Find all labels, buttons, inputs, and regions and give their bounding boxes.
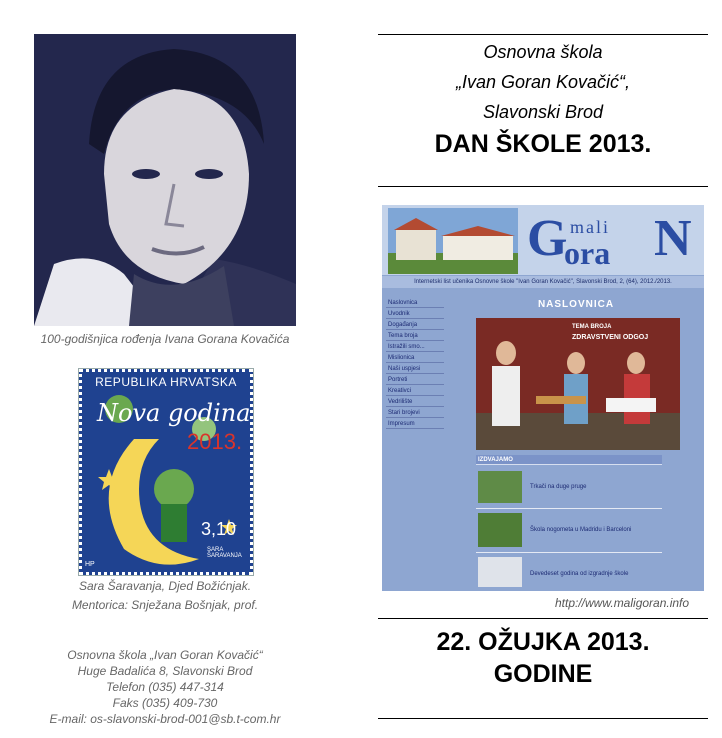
website-screenshot [382, 205, 704, 591]
menu-item-stari-brojevi[interactable]: Stari brojevi [386, 409, 444, 418]
menu-item-uvodnik[interactable]: Uvodnik [386, 310, 444, 319]
logo-ora: ora [564, 235, 611, 271]
stamp-caption-line1: Sara Šaravanja, Djed Božićnjak. [78, 579, 252, 593]
portrait-illustration [34, 34, 296, 326]
footer-godine: GODINE [493, 660, 593, 688]
logo-g: G [527, 210, 568, 267]
item-title-2[interactable]: Škola nogometa u Madridu i Barceloni [530, 527, 632, 533]
stamp-year: 2013. [187, 429, 243, 454]
site-banner [382, 205, 704, 275]
header-school-name: „Ivan Goran Kovačić“, [455, 72, 631, 92]
contact-fax: Faks (035) 409-730 [112, 696, 218, 710]
stamp-printer: HP [85, 561, 95, 568]
postage-stamp [79, 369, 253, 575]
section-heading: IZDVAJAMO [476, 455, 662, 465]
menu-item-mislionica[interactable]: Mislionica [386, 354, 444, 363]
menu-item-dogadanja[interactable]: Događanja [386, 321, 444, 330]
stamp-caption-line2: Mentorica: Snježana Bošnjak, prof. [71, 598, 259, 612]
top-rule [378, 34, 708, 35]
school-building-image [388, 208, 518, 274]
item-title-3[interactable]: Devedeset godina od izgradnje škole [530, 571, 629, 577]
site-subtitle: Internetski list učenika Osnovne škole "Ivan Goran Kovačić", Slavonski Brod, 2, (64), 2012./2013. [382, 276, 704, 288]
footer-bottom-rule [378, 718, 708, 719]
menu-item-uspjesi[interactable]: Naši uspjesi [386, 365, 444, 374]
site-page-title: NASLOVNICA [537, 299, 615, 310]
contact-school: Osnovna škola „Ivan Goran Kovačić“ [67, 648, 263, 662]
feature-photo[interactable] [476, 318, 680, 450]
portrait-photo [34, 34, 296, 326]
menu-item-istrazili[interactable]: Istražili smo... [386, 343, 444, 352]
menu-item-tema-broja[interactable]: Tema broja [386, 332, 444, 341]
header-city: Slavonski Brod [482, 102, 604, 122]
logo-n: N [654, 210, 692, 267]
item-thumb-2[interactable] [478, 513, 522, 547]
menu-item-vedriliste[interactable]: Vedrilište [386, 398, 444, 407]
contact-phone: Telefon (035) 447-314 [106, 680, 224, 694]
item-divider-2 [476, 552, 662, 553]
contact-block [0, 647, 330, 727]
menu-item-portreti[interactable]: Portreti [386, 376, 444, 385]
menu-item-kreativci[interactable]: Kreativci [386, 387, 444, 396]
stamp-value: 3,10 [201, 519, 237, 539]
logo-mali: mali [570, 217, 610, 237]
menu-item-impresum[interactable]: Impresum [386, 420, 444, 429]
header-rule [378, 186, 708, 187]
item-title-1[interactable]: Trkači na duge pruge [530, 484, 587, 490]
page-title: DAN ŠKOLE 2013. [434, 130, 652, 158]
portrait-caption: 100-godišnjica rođenja Ivana Gorana Kovačića [40, 332, 290, 346]
contact-email: E-mail: os-slavonski-brod-001@sb.t-com.hr [49, 712, 281, 726]
footer-date: 22. OŽUJKA 2013. [436, 628, 650, 656]
item-divider-1 [476, 508, 662, 509]
footer-top-rule [378, 618, 708, 619]
stamp-title: Nova godina [97, 399, 251, 427]
stamp-country: REPUBLIKA HRVATSKA [95, 375, 237, 389]
stamp-artist: SARA ŠARAVANJA [207, 547, 242, 559]
feature-label-2: ZDRAVSTVENI ODGOJ [572, 334, 649, 341]
site-url[interactable]: http://www.maligoran.info [555, 596, 690, 610]
item-thumb-1[interactable] [478, 471, 522, 503]
contact-address: Huge Badalića 8, Slavonski Brod [77, 664, 253, 678]
item-thumb-3[interactable] [478, 557, 522, 587]
menu-item-naslovnica[interactable]: Naslovnica [386, 299, 444, 308]
header-school: Osnovna škola [483, 42, 603, 62]
feature-label-1: TEMA BROJA [572, 324, 612, 330]
